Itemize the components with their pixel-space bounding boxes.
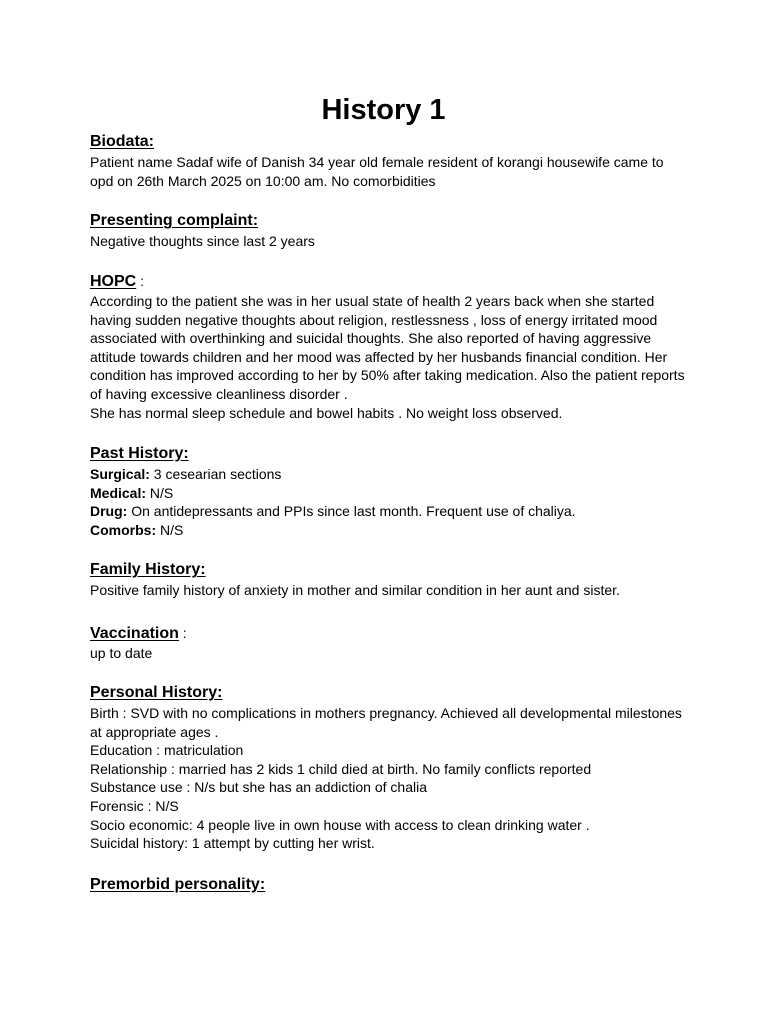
personal-history-line: Education : matriculation [90, 742, 244, 759]
presenting-complaint-heading-text: Presenting complaint: [90, 212, 259, 229]
premorbid-personality-heading [90, 875, 690, 896]
premorbid-personality-section [90, 875, 690, 896]
hopc-section [90, 271, 690, 422]
surgical-label: Surgical: [90, 466, 150, 482]
personal-history-line: Suicidal history: 1 attempt by cutting her wrist. [90, 835, 375, 852]
hopc-line: having sudden negative thoughts about religion, restlessness , loss of energy irritated mood [90, 311, 658, 328]
page-title: History 1 [321, 94, 446, 126]
personal-history-line: Socio economic: 4 people live in own house with access to clean drinking water . [90, 816, 590, 833]
hopc-line: attitude towards children and her mood was affected by her husbands financial condition. Her [90, 348, 668, 365]
hopc-line: According to the patient she was in her usual state of health 2 years back when she started [90, 293, 655, 309]
biodata-text [90, 153, 690, 190]
vaccination-heading-colon: : [178, 625, 187, 641]
personal-history-section [90, 683, 690, 853]
presenting-complaint-line: Negative thoughts since last 2 years [90, 233, 315, 249]
hopc-line: of having excessive cleanliness disorder . [90, 385, 348, 402]
comorbs-label: Comorbs: [90, 521, 157, 538]
surgical-value: 3 cesearian sections [149, 466, 282, 482]
family-history-line: Positive family history of anxiety in mother and similar condition in her aunt and sister. [90, 582, 620, 598]
family-history-text [90, 581, 690, 600]
hopc-line: condition has improved according to her by 50% after taking medication. Also the patient reports [90, 367, 685, 384]
medical-history-line [90, 484, 690, 503]
drug-value: On antidepressants and PPIs since last month. Frequent use of chaliya. [127, 503, 576, 520]
personal-history-line: Substance use : N/s but she has an addiction of chalia [90, 779, 427, 796]
personal-history-line: Forensic : N/S [90, 797, 179, 814]
comorbs-history-line [90, 521, 690, 540]
biodata-line: Patient name Sadaf wife of Danish 34 year old female resident of korangi housewife came to [90, 154, 664, 170]
family-history-section [90, 560, 690, 600]
personal-history-line: at appropriate ages . [90, 723, 219, 740]
vaccination-line: up to date [90, 645, 153, 661]
family-history-heading-text: Family History: [90, 561, 206, 578]
drug-label: Drug: [90, 503, 128, 520]
hopc-line: associated with overthinking and suicidal thoughts. She also reported of having aggressive [90, 330, 652, 347]
personal-history-heading-text: Personal History: [90, 684, 223, 701]
biodata-heading-text: Biodata: [90, 133, 154, 150]
family-history-heading [90, 560, 690, 581]
past-history-heading [90, 444, 690, 465]
personal-history-line: Relationship : married has 2 kids 1 child died at birth. No family conflicts reported [90, 760, 592, 777]
past-history-text [90, 465, 690, 539]
biodata-heading [90, 132, 690, 153]
premorbid-personality-heading-text: Premorbid personality: [90, 876, 266, 893]
vaccination-section [90, 623, 690, 663]
vaccination-heading [90, 623, 690, 644]
hopc-heading-colon: : [136, 273, 145, 289]
presenting-complaint-heading [90, 211, 690, 232]
hopc-heading-text: HOPC [90, 273, 137, 290]
vaccination-text [90, 644, 690, 663]
past-history-heading-text: Past History: [90, 445, 189, 462]
presenting-complaint-text [90, 232, 690, 251]
biodata-section [90, 132, 690, 190]
past-history-section [90, 444, 690, 539]
surgical-history-line [90, 465, 690, 484]
personal-history-text [90, 704, 690, 853]
medical-value: N/S [146, 484, 174, 501]
presenting-complaint-section [90, 211, 690, 251]
hopc-heading [90, 271, 690, 292]
hopc-text [90, 292, 690, 422]
biodata-line: opd on 26th March 2025 on 10:00 am. No comorbidities [90, 172, 436, 189]
comorbs-value: N/S [156, 521, 184, 538]
personal-history-heading [90, 683, 690, 704]
personal-history-line: Birth : SVD with no complications in mothers pregnancy. Achieved all developmental milestones [90, 705, 682, 721]
vaccination-heading-text: Vaccination [90, 625, 179, 642]
drug-history-line [90, 502, 690, 521]
medical-label: Medical: [90, 484, 147, 501]
hopc-line: She has normal sleep schedule and bowel habits . No weight loss observed. [90, 404, 563, 421]
